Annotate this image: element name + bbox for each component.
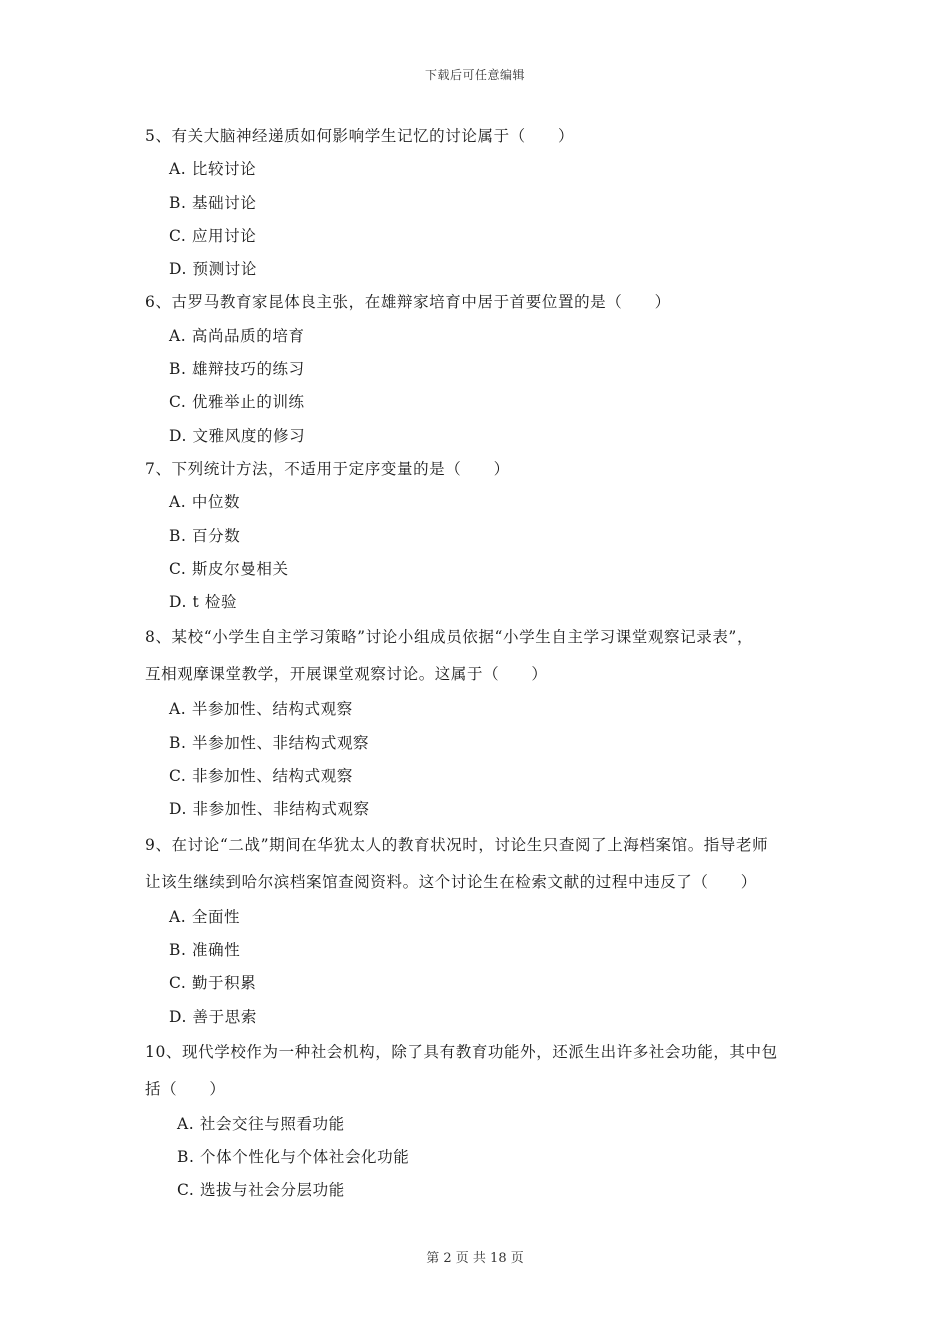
question-stem-line-1: 10、现代学校作为一种社会机构，除了具有教育功能外，还派生出许多社会功能，其中包 bbox=[145, 1042, 778, 1061]
option-d: D. 善于思索 bbox=[169, 1007, 257, 1026]
option-b: B. 百分数 bbox=[169, 526, 241, 545]
question-stem: 5、有关大脑神经递质如何影响学生记忆的讨论属于（ ） bbox=[145, 127, 575, 145]
question-stem-line-1: 8、某校“小学生自主学习策略”讨论小组成员依据“小学生自主学习课堂观察记录表”， bbox=[145, 628, 754, 647]
option-c: C. 斯皮尔曼相关 bbox=[169, 559, 289, 578]
option-d: D. 文雅风度的修习 bbox=[169, 426, 306, 445]
option-d: D. t 检验 bbox=[169, 593, 238, 612]
question-stem-line-1: 9、在讨论“二战”期间在华犹太人的教育状况时，讨论生只查阅了上海档案馆。指导老师 bbox=[145, 835, 769, 854]
question-5 bbox=[145, 120, 815, 286]
option-b: B. 准确性 bbox=[169, 940, 241, 959]
question-9 bbox=[145, 827, 815, 1034]
question-stem-line-2: 括（ ） bbox=[145, 1079, 226, 1098]
question-stem-line-2: 让该生继续到哈尔滨档案馆查阅资料。这个讨论生在检索文献的过程中违反了（ ） bbox=[145, 872, 757, 891]
option-c: C. 非参加性、结构式观察 bbox=[169, 767, 353, 786]
option-b: B. 雄辩技巧的练习 bbox=[169, 360, 305, 379]
option-d: D. 非参加性、非结构式观察 bbox=[169, 800, 370, 819]
option-b: B. 半参加性、非结构式观察 bbox=[169, 733, 370, 752]
option-a: A. 社会交往与照看功能 bbox=[177, 1114, 345, 1133]
option-a: A. 中位数 bbox=[169, 493, 241, 512]
option-b: B. 个体个性化与个体社会化功能 bbox=[177, 1148, 410, 1167]
question-stem-line-2: 互相观摩课堂教学，开展课堂观察讨论。这属于（ ） bbox=[145, 665, 548, 684]
question-list bbox=[145, 120, 815, 1208]
option-d: D. 预测讨论 bbox=[169, 260, 257, 279]
question-6 bbox=[145, 286, 815, 452]
option-a: A. 半参加性、结构式观察 bbox=[169, 700, 353, 719]
question-7 bbox=[145, 453, 815, 619]
option-c: C. 勤于积累 bbox=[169, 974, 257, 993]
option-c: C. 应用讨论 bbox=[169, 226, 257, 245]
option-a: A. 全面性 bbox=[169, 907, 241, 926]
option-b: B. 基础讨论 bbox=[169, 193, 257, 212]
option-c: C. 优雅举止的训练 bbox=[169, 393, 305, 412]
page-header: 下载后可任意编辑 bbox=[424, 68, 525, 82]
option-c: C. 选拔与社会分层功能 bbox=[177, 1181, 345, 1200]
question-stem: 6、古罗马教育家昆体良主张，在雄辩家培育中居于首要位置的是（ ） bbox=[145, 293, 671, 312]
option-a: A. 高尚品质的培育 bbox=[169, 326, 305, 345]
option-a: A. 比较讨论 bbox=[169, 160, 257, 179]
page-footer: 第 2 页 共 18 页 bbox=[426, 1251, 524, 1266]
question-8 bbox=[145, 619, 815, 826]
question-10 bbox=[145, 1034, 815, 1208]
question-stem: 7、下列统计方法，不适用于定序变量的是（ ） bbox=[145, 459, 510, 478]
